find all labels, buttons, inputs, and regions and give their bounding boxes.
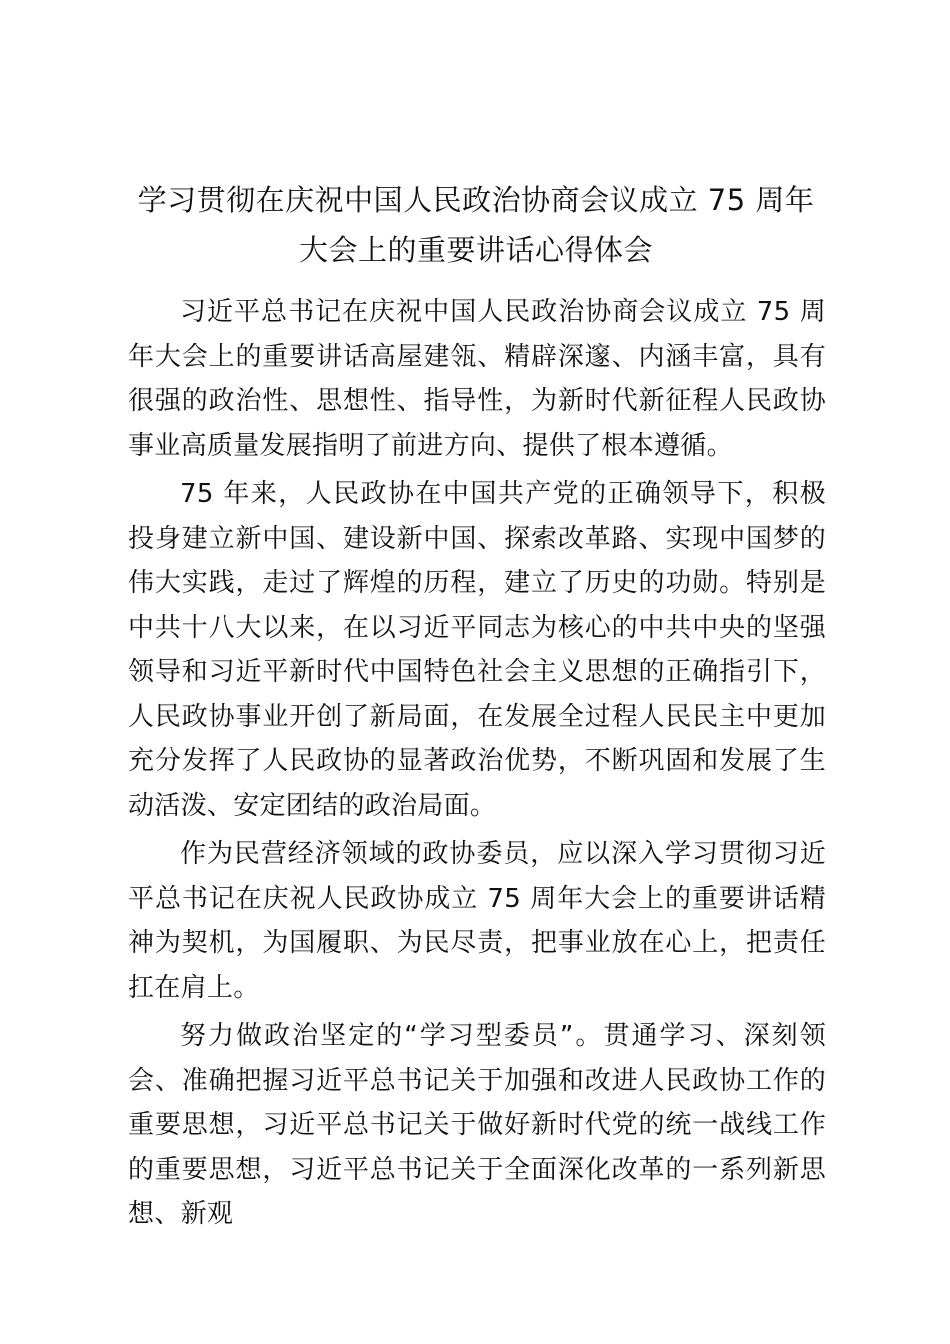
paragraph-1: 习近平总书记在庆祝中国人民政治协商会议成立 75 周年大会上的重要讲话高屋建瓴、精辟深邃、内涵丰富，具有很强的政治性、思想性、指导性，为新时代新征程人民政协事业高质量发展指明了前进方向、提供了根本遵循。 bbox=[128, 297, 826, 461]
paragraph-4: 努力做政治坚定的“学习型委员”。贯通学习、深刻领会、准确把握习近平总书记关于加强和改进人民政协工作的重要思想，习近平总书记关于做好新时代党的统一战线工作的重要思想，习近平总书记关于全面深化改革的一系列新思想、新观 bbox=[128, 1021, 826, 1229]
document-body bbox=[128, 290, 826, 1241]
paragraph-3: 作为民营经济领域的政协委员，应以深入学习贯彻习近平总书记在庆祝人民政协成立 75 周年大会上的重要讲话精神为契机，为国履职、为民尽责，把事业放在心上，把责任扛在肩上。 bbox=[128, 839, 826, 1003]
paragraph-2: 75 年来，人民政协在中国共产党的正确领导下，积极投身建立新中国、建设新中国、探索改革路、实现中国梦的伟大实践，走过了辉煌的历程，建立了历史的功勋。特别是中共十八大以来，在以习近平同志为核心的中共中央的坚强领导和习近平新时代中国特色社会主义思想的正确指引下，人民政协事业开创了新局面，在发展全过程人民民主中更加充分发挥了人民政协的显著政治优势，不断巩固和发展了生动活泼、安定团结的政治局面。 bbox=[128, 479, 826, 821]
document-title: 学习贯彻在庆祝中国人民政治协商会议成立 75 周年大会上的重要讲话心得体会 bbox=[137, 183, 815, 267]
